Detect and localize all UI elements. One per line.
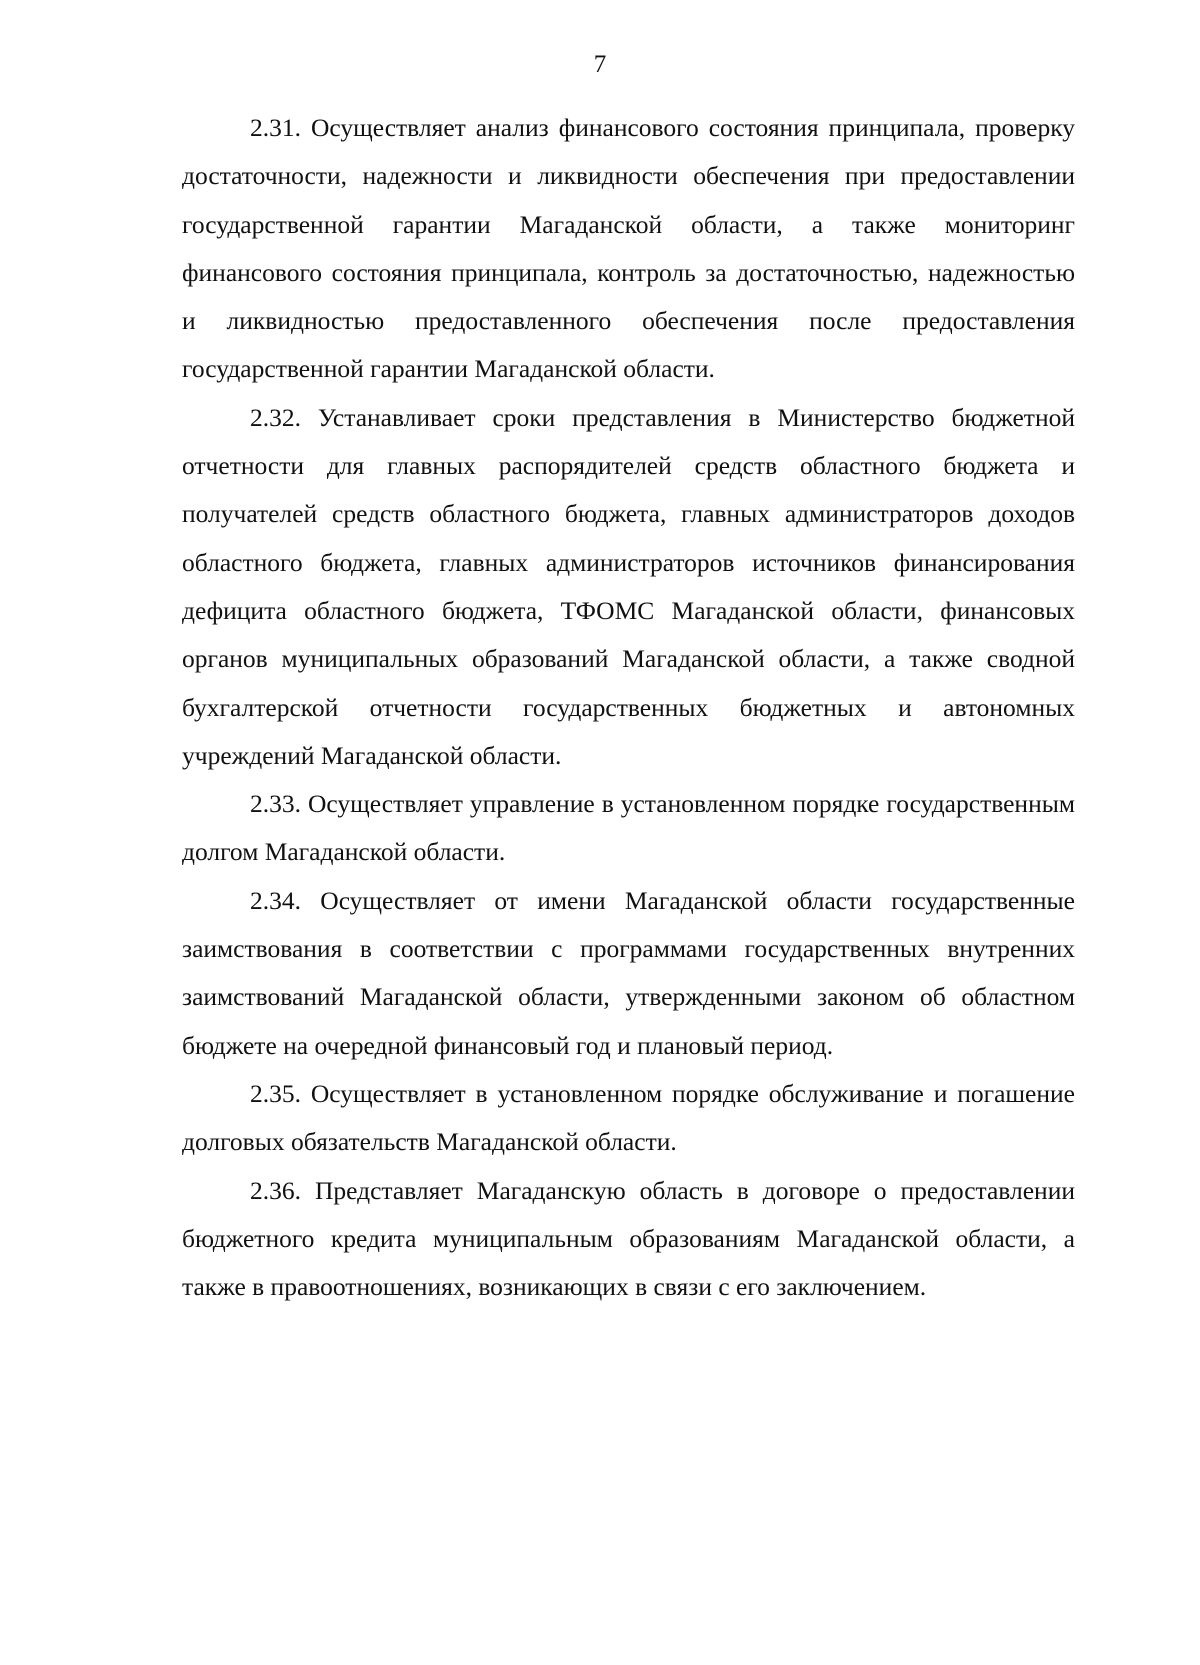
paragraph-2-31: 2.31. Осуществляет анализ финансового состояния принципала, проверку достаточности, надежности и ликвидности обеспечения при предоставлении государственной гарантии Магаданской области, а также мониторинг финансового состояния принципала, контроль за достаточностью, надежностью и ликвидностью предоставленного обеспечения после предоставления государственной гарантии Магаданской области. — [182, 113, 1075, 384]
paragraph-2-33: 2.33. Осуществляет управление в установленном порядке государственным долгом Магаданской области. — [182, 789, 1075, 867]
page-number: 7 — [593, 51, 607, 78]
paragraph-2-36: 2.36. Представляет Магаданскую область в договоре о предоставлении бюджетного кредита муниципальным образованиям Магаданской области, а также в правоотношениях, возникающих в связи с его заключением. — [182, 1175, 1075, 1302]
paragraph-2-34: 2.34. Осуществляет от имени Магаданской области государственные заимствования в соответствии с программами государственных внутренних заимствований Магаданской области, утвержденными законом об областном бюджете на очередной финансовый год и плановый период. — [182, 885, 1075, 1060]
document-body — [182, 104, 1075, 1311]
paragraph-2-35: 2.35. Осуществляет в установленном порядке обслуживание и погашение долговых обязательств Магаданской области. — [182, 1078, 1075, 1157]
paragraph-2-32: 2.32. Устанавливает сроки представления в Министерство бюджетной отчетности для главных распорядителей средств областного бюджета и получателей средств областного бюджета, главных администраторов доходов областного бюджета, главных администраторов источников финансирования дефицита областного бюджета, ТФОМС Магаданской области, финансовых органов муниципальных образований Магаданской области, а также сводной бухгалтерской отчетности государственных бюджетных и автономных учреждений Магаданской области. — [182, 402, 1075, 770]
